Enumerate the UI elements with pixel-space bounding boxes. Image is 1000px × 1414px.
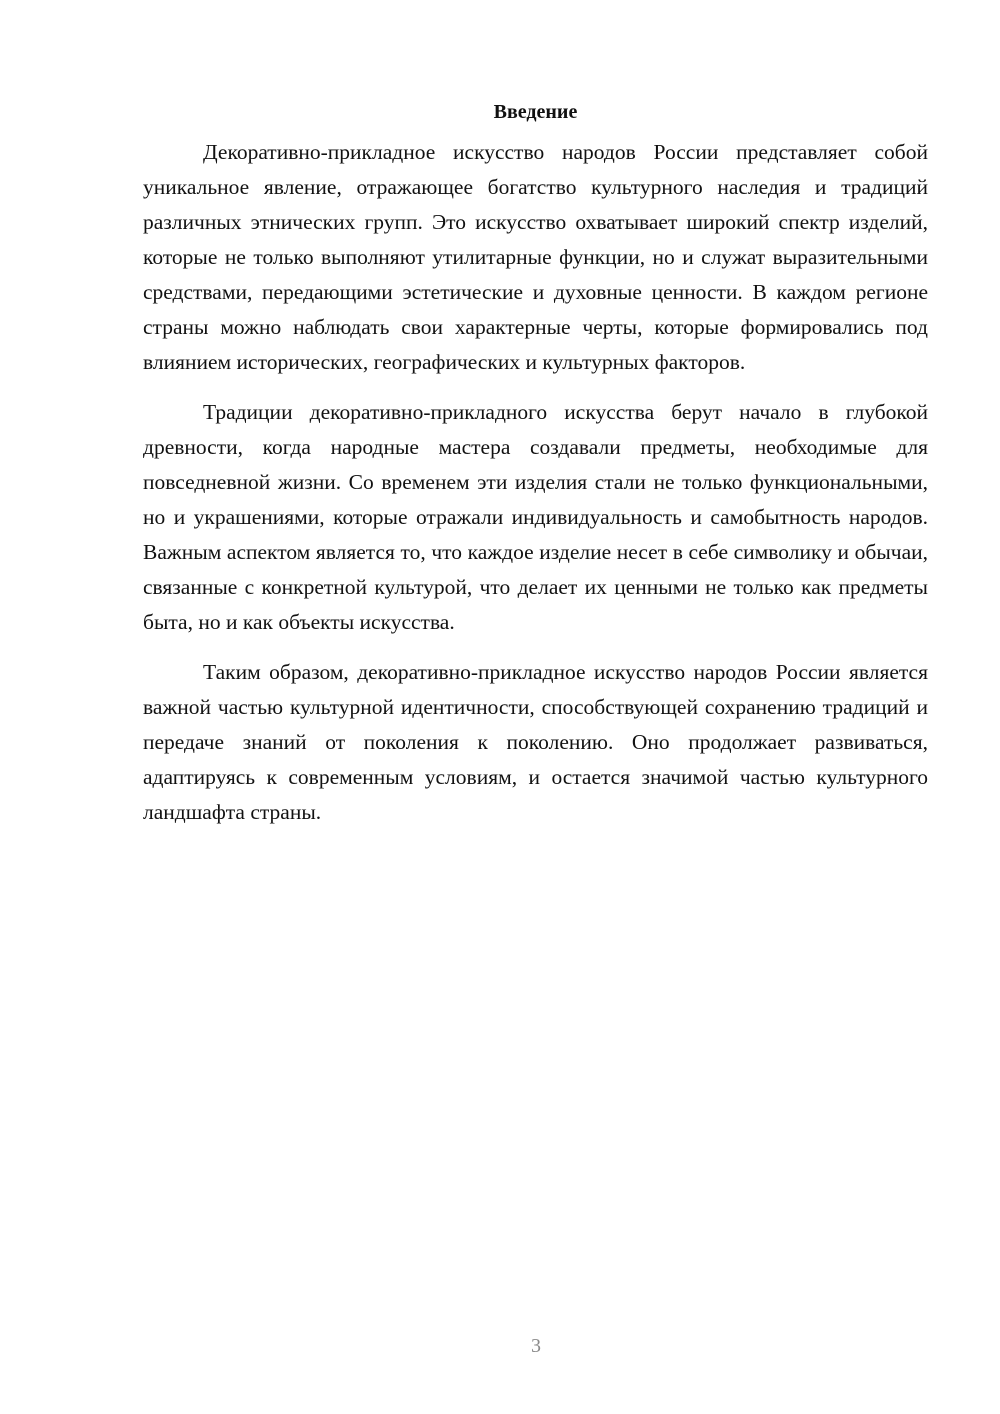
section-heading: Введение xyxy=(493,101,578,123)
page-content xyxy=(143,95,928,830)
page-number: 3 xyxy=(531,1335,541,1357)
paragraph-1: Декоративно-прикладное искусство народов России представляет собой уникальное явление, отражающее богатство культурного наследия и традиций различных этнических групп. Это искусство охватывает широкий спектр изделий, которые не только выполняют утилитарные функции, но и служат выразительными средствами, передающими эстетические и духовные ценности. В каждом регионе страны можно наблюдать свои характерные черты, которые формировались под влиянием исторических, географических и культурных факторов. xyxy=(143,140,928,374)
paragraph-3: Таким образом, декоративно-прикладное искусство народов России является важной частью культурной идентичности, способствующей сохранению традиций и передаче знаний от поколения к поколению. Оно продолжает развиваться, адаптируясь к современным условиям, и остается значимой частью культурного ландшафта страны. xyxy=(143,660,928,824)
paragraph-2: Традиции декоративно-прикладного искусства берут начало в глубокой древности, когда народные мастера создавали предметы, необходимые для повседневной жизни. Со временем эти изделия стали не только функциональными, но и украшениями, которые отражали индивидуальность и самобытность народов. Важным аспектом является то, что каждое изделие несет в себе символику и обычаи, связанные с конкретной культурой, что делает их ценными не только как предметы быта, но и как объекты искусства. xyxy=(143,400,928,634)
